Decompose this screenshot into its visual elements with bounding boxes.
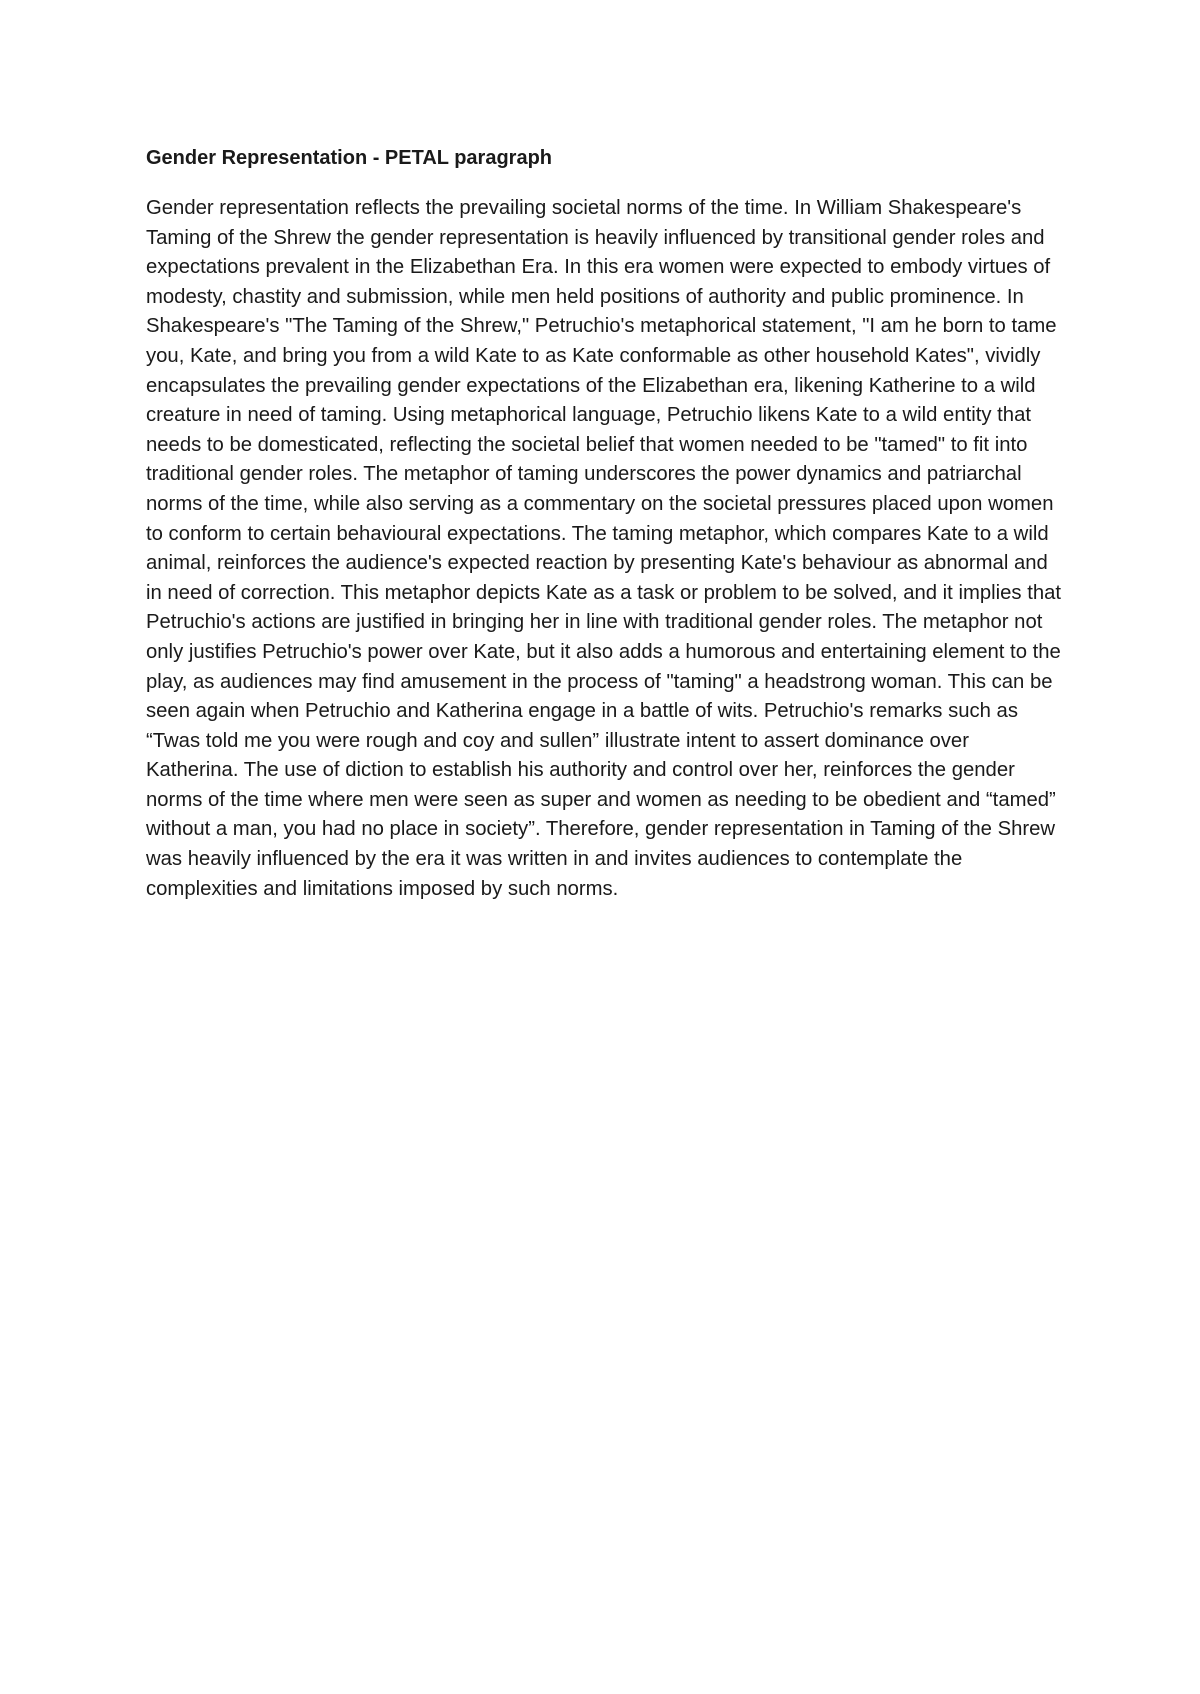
document-body-paragraph: Gender representation reflects the prevailing societal norms of the time. In William Shakespeare's Taming of the Shrew the gender representation is heavily influenced by transitional gender roles and expectations prevalent in the Elizabethan Era. In this era women were expected to embody virtues of modesty, chastity and submission, while men held positions of authority and public prominence. In Shakespeare's "The Taming of the Shrew," Petruchio's metaphorical statement, "I am he born to tame you, Kate, and bring you from a wild Kate to as Kate conformable as other household Kates", vividly encapsulates the prevailing gender expectations of the Elizabethan era, likening Katherine to a wild creature in need of taming. Using metaphorical language, Petruchio likens Kate to a wild entity that needs to be domesticated, reflecting the societal belief that women needed to be "tamed" to fit into traditional gender roles. The metaphor of taming underscores the power dynamics and patriarchal norms of the time, while also serving as a commentary on the societal pressures placed upon women to conform to certain behavioural expectations. The taming metaphor, which compares Kate to a wild animal, reinforces the audience's expected reaction by presenting Kate's behaviour as abnormal and in need of correction. This metaphor depicts Kate as a task or problem to be solved, and it implies that Petruchio's actions are justified in bringing her in line with traditional gender roles. The metaphor not only justifies Petruchio's power over Kate, but it also adds a humorous and entertaining element to the play, as audiences may find amusement in the process of "taming" a headstrong woman. This can be seen again when Petruchio and Katherina engage in a battle of wits. Petruchio's remarks such as “Twas told me you were rough and coy and sullen” illustrate intent to assert dominance over Katherina. The use of diction to establish his authority and control over her, reinforces the gender norms of the time where men were seen as super and women as needing to be obedient and “tamed” without a man, you had no place in society”. Therefore, gender representation in Taming of the Shrew was heavily influenced by the era it was written in and invites audiences to contemplate the complexities and limitations imposed by such norms. [146,197,1062,900]
document-title: Gender Representation - PETAL paragraph [146,147,553,169]
document-content [146,144,1066,904]
